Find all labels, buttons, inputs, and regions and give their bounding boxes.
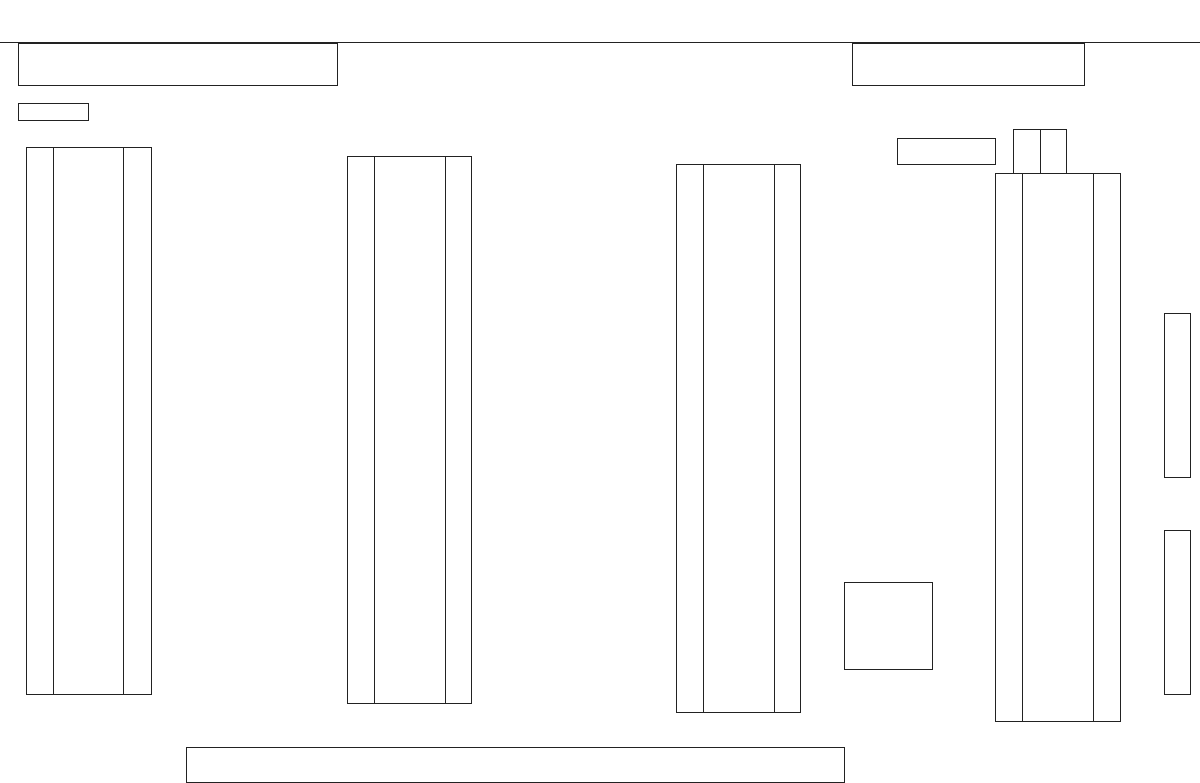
bicycle-parking-top-left (18, 43, 338, 86)
building-3 (347, 156, 472, 704)
building-2-entrance (774, 415, 802, 465)
building-2 (676, 164, 801, 713)
building-4-veranda (27, 378, 53, 468)
building-4 (26, 147, 152, 695)
building-4-entrance (123, 398, 153, 448)
community-hall (844, 582, 933, 670)
building-3-veranda (348, 387, 374, 477)
building-1 (995, 173, 1121, 722)
building-1-veranda (996, 404, 1022, 494)
bicycle-parking-right-1 (1164, 313, 1191, 478)
management-office (897, 138, 996, 165)
building-2-veranda (677, 395, 703, 485)
bicycle-parking-top-right (852, 43, 1085, 86)
building-1-chimney (1013, 129, 1067, 174)
small-marker-box (18, 103, 89, 121)
building-1-entrance (1093, 424, 1122, 474)
bicycle-parking-bottom (186, 747, 845, 783)
building-3-entrance (445, 407, 473, 457)
bicycle-parking-right-2 (1164, 530, 1191, 695)
